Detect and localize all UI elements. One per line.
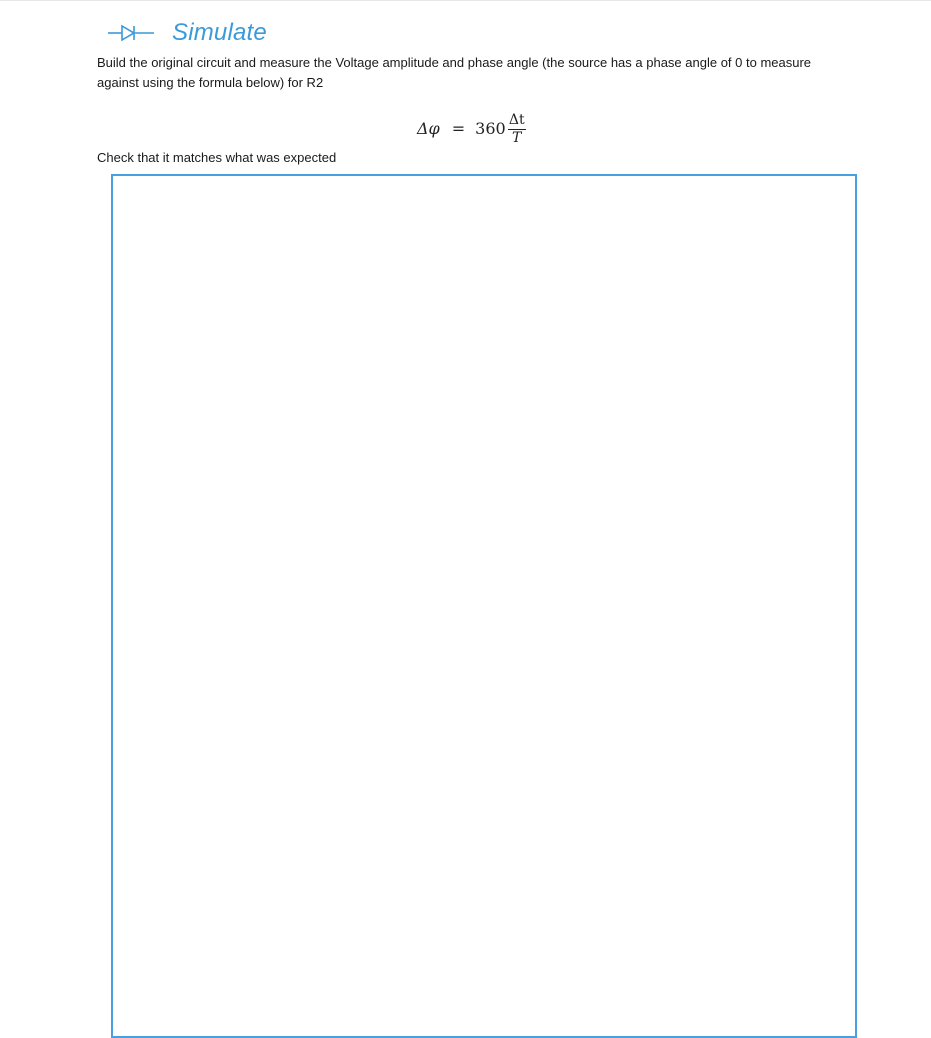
formula-equals: = [451,118,466,138]
formula-denominator: T [512,129,522,146]
formula-lhs: Δφ [417,118,440,138]
formula-constant: 360 [475,118,506,138]
formula-fraction [508,112,526,145]
section-title: Simulate [172,19,267,46]
formula-numerator: Δt [508,111,525,128]
answer-box[interactable] [111,174,857,1038]
instructions-text: Build the original circuit and measure the Voltage amplitude and phase angle (the source has a phase angle of 0 to measure against using the formula below) for R2 [97,55,812,90]
check-text: Check that it matches what was expected [97,150,337,165]
page-top-border [0,0,931,1]
diode-icon [108,23,154,43]
section-heading [108,16,267,50]
phase-formula [417,106,526,150]
